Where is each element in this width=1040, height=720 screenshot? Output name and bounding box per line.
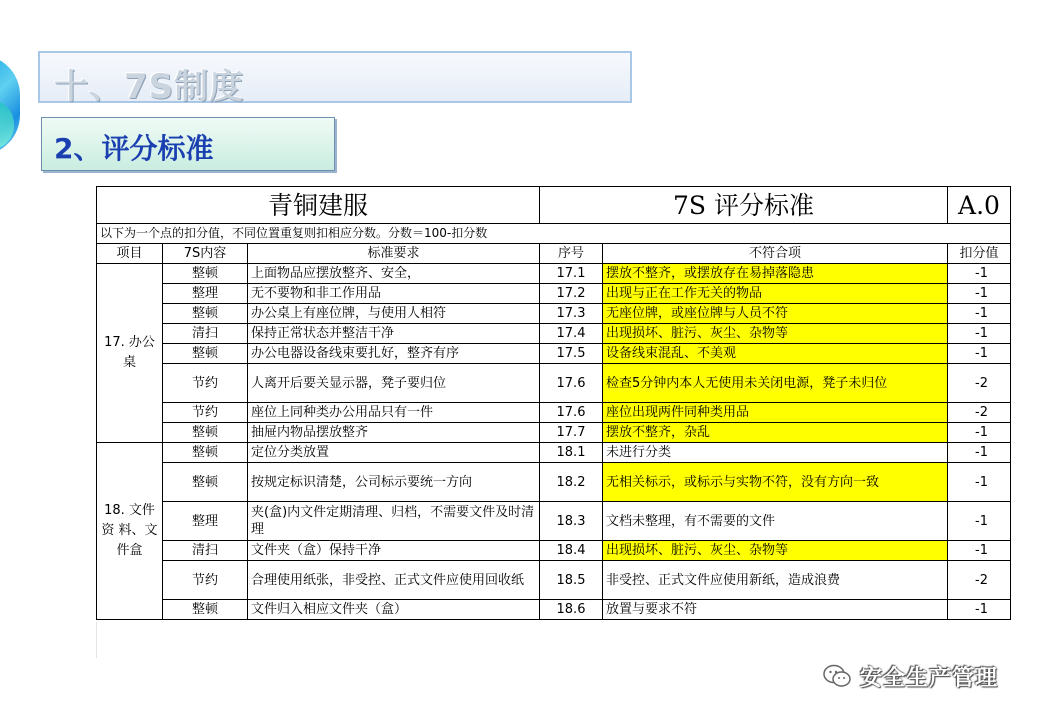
table-row [97, 443, 1011, 463]
nonconformity-cell: 检查5分钟内本人无使用未关闭电源，凳子未归位 [603, 364, 948, 403]
table-row [97, 364, 1011, 403]
table-row [97, 284, 1011, 304]
column-header-nonconformity: 不符合项 [603, 244, 948, 264]
nonconformity-cell: 放置与要求不符 [603, 600, 948, 620]
standard-cell: 座位上同种类办公用品只有一件 [248, 403, 540, 423]
standard-cell: 人离开后要关显示器，凳子要归位 [248, 364, 540, 403]
table-heading: 7S 评分标准 [540, 187, 948, 224]
nonconformity-cell: 文档未整理，有不需要的文件 [603, 502, 948, 541]
deduction-cell: -2 [948, 561, 1011, 600]
column-header-content: 7S内容 [163, 244, 248, 264]
deduction-cell: -1 [948, 463, 1011, 502]
table-row [97, 264, 1011, 284]
number-cell: 17.4 [540, 324, 603, 344]
nonconformity-cell: 摆放不整齐，杂乱 [603, 423, 948, 443]
standard-cell: 夹(盒)内文件定期清理、归档，不需要文件及时清理 [248, 502, 540, 541]
standard-cell: 上面物品应摆放整齐、安全， [248, 264, 540, 284]
column-header-standard: 标准要求 [248, 244, 540, 264]
standard-cell: 无不要物和非工作用品 [248, 284, 540, 304]
table-row [97, 344, 1011, 364]
deduction-cell: -1 [948, 600, 1011, 620]
standard-cell: 办公桌上有座位牌，与使用人相符 [248, 304, 540, 324]
slide-title-box [38, 51, 632, 107]
scoring-table [96, 186, 1011, 620]
slide-subtitle-box [41, 117, 335, 171]
content-cell: 整顿 [163, 304, 248, 324]
table-row [97, 541, 1011, 561]
spreadsheet-empty-area [96, 622, 1011, 658]
number-cell: 18.4 [540, 541, 603, 561]
number-cell: 17.6 [540, 364, 603, 403]
deduction-cell: -1 [948, 284, 1011, 304]
number-cell: 18.1 [540, 443, 603, 463]
deduction-cell: -1 [948, 264, 1011, 284]
column-header-deduction: 扣分值 [948, 244, 1011, 264]
deduction-cell: -1 [948, 502, 1011, 541]
standard-cell: 按规定标识清楚，公司标示要统一方向 [248, 463, 540, 502]
column-header-item: 项目 [97, 244, 163, 264]
column-header-number: 序号 [540, 244, 603, 264]
nonconformity-cell: 座位出现两件同种类用品 [603, 403, 948, 423]
nonconformity-cell: 未进行分类 [603, 443, 948, 463]
table-row [97, 403, 1011, 423]
content-cell: 节约 [163, 561, 248, 600]
content-cell: 整顿 [163, 463, 248, 502]
table-row [97, 502, 1011, 541]
standard-cell: 抽屉内物品摆放整齐 [248, 423, 540, 443]
watermark [822, 660, 998, 692]
item-cell: 17. 办公桌 [97, 264, 163, 443]
slide-subtitle: 2、评分标准 [54, 132, 214, 165]
deduction-cell: -1 [948, 443, 1011, 463]
number-cell: 18.3 [540, 502, 603, 541]
content-cell: 整顿 [163, 264, 248, 284]
table-row [97, 423, 1011, 443]
standard-cell: 保持正常状态并整洁干净 [248, 324, 540, 344]
deduction-cell: -2 [948, 403, 1011, 423]
content-cell: 节约 [163, 364, 248, 403]
nonconformity-cell: 设备线束混乱、不美观 [603, 344, 948, 364]
table-row [97, 600, 1011, 620]
table-note-row [97, 224, 1011, 244]
deduction-cell: -2 [948, 364, 1011, 403]
number-cell: 17.1 [540, 264, 603, 284]
table-row [97, 324, 1011, 344]
number-cell: 18.2 [540, 463, 603, 502]
watermark-text: 安全生产管理 [860, 665, 999, 691]
number-cell: 17.7 [540, 423, 603, 443]
standard-cell: 文件归入相应文件夹（盒） [248, 600, 540, 620]
number-cell: 17.5 [540, 344, 603, 364]
number-cell: 17.6 [540, 403, 603, 423]
number-cell: 17.2 [540, 284, 603, 304]
content-cell: 整顿 [163, 443, 248, 463]
table-row [97, 463, 1011, 502]
number-cell: 18.6 [540, 600, 603, 620]
nonconformity-cell: 出现与正在工作无关的物品 [603, 284, 948, 304]
standard-cell: 合理使用纸张，非受控、正式文件应使用回收纸 [248, 561, 540, 600]
number-cell: 18.5 [540, 561, 603, 600]
table-note: 以下为一个点的扣分值，不同位置重复则扣相应分数。分数＝100-扣分数 [97, 224, 1011, 244]
slide-title: 十、7S制度 [54, 67, 245, 107]
nonconformity-cell: 出现损坏、脏污、灰尘、杂物等 [603, 324, 948, 344]
nonconformity-cell: 无相关标示，或标示与实物不符，没有方向一致 [603, 463, 948, 502]
content-cell: 整顿 [163, 344, 248, 364]
content-cell: 整顿 [163, 600, 248, 620]
content-cell: 整顿 [163, 423, 248, 443]
company-name: 青铜建服 [97, 187, 540, 224]
deduction-cell: -1 [948, 324, 1011, 344]
table-row [97, 561, 1011, 600]
item-cell: 18. 文件资 料、文 件盒 [97, 443, 163, 620]
nonconformity-cell: 摆放不整齐，或摆放存在易掉落隐患 [603, 264, 948, 284]
standard-cell: 办公电器设备线束要扎好，整齐有序 [248, 344, 540, 364]
nonconformity-cell: 出现损坏、脏污、灰尘、杂物等 [603, 541, 948, 561]
nonconformity-cell: 非受控、正式文件应使用新纸，造成浪费 [603, 561, 948, 600]
nonconformity-cell: 无座位牌，或座位牌与人员不符 [603, 304, 948, 324]
scoring-table-body [97, 187, 1011, 620]
table-header-row [97, 187, 1011, 224]
deduction-cell: -1 [948, 344, 1011, 364]
content-cell: 整理 [163, 284, 248, 304]
deduction-cell: -1 [948, 423, 1011, 443]
standard-cell: 定位分类放置 [248, 443, 540, 463]
content-cell: 节约 [163, 403, 248, 423]
content-cell: 整理 [163, 502, 248, 541]
wechat-icon [822, 663, 852, 689]
table-row [97, 304, 1011, 324]
content-cell: 清扫 [163, 324, 248, 344]
standard-cell: 文件夹（盒）保持干净 [248, 541, 540, 561]
version-code: A.0 [948, 187, 1011, 224]
column-header-row [97, 244, 1011, 264]
number-cell: 17.3 [540, 304, 603, 324]
deduction-cell: -1 [948, 304, 1011, 324]
content-cell: 清扫 [163, 541, 248, 561]
deduction-cell: -1 [948, 541, 1011, 561]
